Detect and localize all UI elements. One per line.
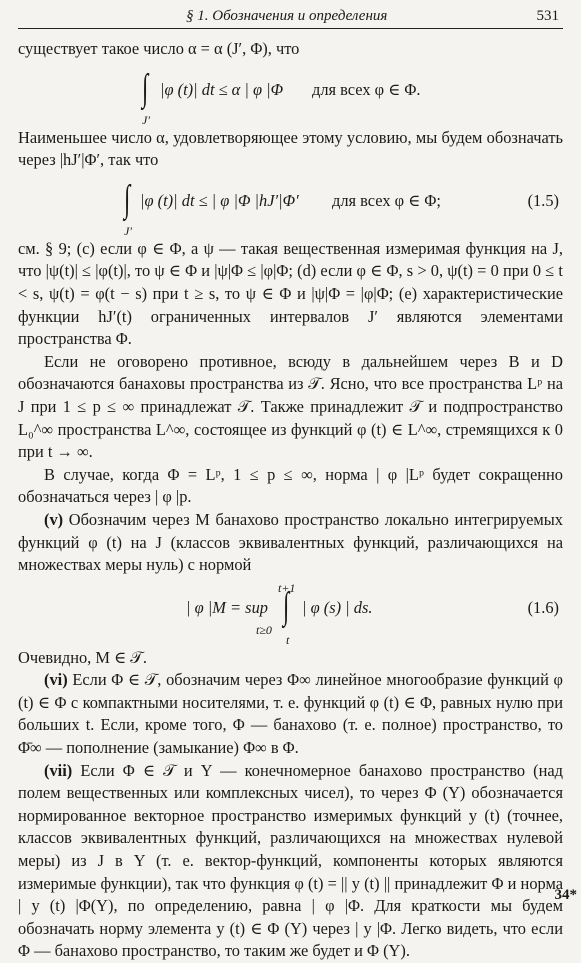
paragraph — [18, 509, 563, 577]
paragraph-text: Если Φ ∈ 𝒯 и Y — конечномерное банахово пространство (над полем вещественных или комплексных чисел), то через Φ (Y) обозначается нормированное векторное пространство измеримых функций y (t) (точнее, классов эквивалентных функций, различающихся на множествах нулевой меры) из J в Y (т. е. вектор-функций, компоненты которых являются измеримые функции), так что функция φ (t) = || y (t) || принадлежит Φ и норма | y (t) |Φ(Y), по определению, равна | φ |Φ. Для краткости мы будем обозначать норму элемента y (t) ∈ Φ (Y) через | y |Φ. Легко видеть, что если Φ — банахово пространство, то таким же будет и Φ (Y). — [18, 760, 563, 961]
equation-number: (1.5) — [527, 190, 559, 210]
paragraph — [18, 760, 563, 963]
equation-body: |φ (t)| dt ≤ α | φ |Φ — [160, 79, 284, 99]
paragraph-text: Обозначим через M банахово пространство локально интегрируемых функций φ (t) на J (классов эквивалентных функций, различающихся на множествах меры нуль) с нормой — [18, 509, 563, 575]
integral-sign: ∫ — [142, 66, 149, 109]
equation-1-5 — [18, 172, 563, 238]
paragraph: существует такое число α = α (J′, Φ), что — [18, 39, 300, 58]
equation-body: |φ (t)| dt ≤ | φ |Φ |hJ′|Φ′ — [140, 190, 299, 210]
paragraph: Наименьшее число α, удовлетворяющее этому условию, мы будем обозначать через |hJ′|Φ′, так что — [18, 127, 563, 170]
integral-sign: ∫ — [124, 177, 131, 220]
equation-body: | φ (s) | ds. — [302, 597, 373, 617]
signature-mark: 34* — [554, 887, 577, 903]
paragraph: Очевидно, M ∈ 𝒯. — [18, 647, 147, 667]
page-body — [18, 38, 563, 963]
equation-1-6 — [18, 577, 563, 647]
equation-condition: для всех φ ∈ Φ; — [332, 190, 441, 210]
sup-subscript: t≥0 — [256, 622, 272, 637]
paragraph — [18, 669, 563, 759]
running-header — [18, 6, 563, 29]
paragraph: В случае, когда Φ = Lᵖ, 1 ≤ p ≤ ∞, норма | φ |Lᵖ будет сокращенно обозначаться через | φ |p. — [18, 464, 563, 507]
paragraph: см. § 9; (c) если φ ∈ Φ, а ψ — такая вещественная измеримая функция на J, что |ψ(t)| ≤ |φ(t)|, то ψ ∈ Φ и |ψ|Φ ≤ |φ|Φ; (d) если φ ∈ Φ, s > 0, ψ(t) = 0 при 0 ≤ t < s, ψ(t) = φ(t − s) при t ≥ s, то ψ ∈ Φ и |ψ|Φ = |φ|Φ; (e) характеристические функции hJ′(t) ограниченных интервалов J′ являются элементами пространства Φ. — [18, 238, 563, 349]
integral-lower-limit: J′ — [124, 223, 132, 238]
equation-1-4 — [18, 61, 563, 127]
integral-lower-limit: t — [286, 632, 290, 647]
item-label: (vi) — [44, 670, 68, 690]
section-title: § 1. Обозначения и определения — [186, 8, 388, 24]
equation-left: | φ |M = sup — [186, 597, 268, 617]
integral-upper-limit: t+1 — [278, 580, 296, 595]
equation-number: (1.6) — [527, 597, 559, 617]
paragraph: Если не оговорено противное, всюду в дальнейшем через B и D обозначаются банаховы пространства из 𝒯. Ясно, что все пространства Lᵖ на J при 1 ≤ p ≤ ∞ принадлежат 𝒯. Также принадлежит 𝒯 и подпространство L₀^∞ пространства L^∞, состоящее из функций φ (t) ∈ L^∞, стремящихся к 0 при t → ∞. — [18, 351, 563, 462]
equation-condition: для всех φ ∈ Φ. — [312, 79, 421, 99]
integral-sign: ∫ — [283, 584, 290, 627]
page-number: 531 — [536, 8, 559, 24]
item-label: (v) — [44, 509, 64, 529]
integral-lower-limit: J′ — [142, 112, 150, 127]
item-label: (vii) — [44, 760, 73, 780]
paragraph-text: Если Φ ∈ 𝒯, обозначим через Φ∞ линейное многообразие функций φ (t) ∈ Φ с компактными носителями, т. е. функций φ (t) ∈ Φ, равных нулю при больших t. Если, кроме того, Φ — банахово (т. е. полное) пространство, то Φ̄∞ — пополнение (замыкание) Φ∞ в Φ. — [18, 670, 563, 758]
